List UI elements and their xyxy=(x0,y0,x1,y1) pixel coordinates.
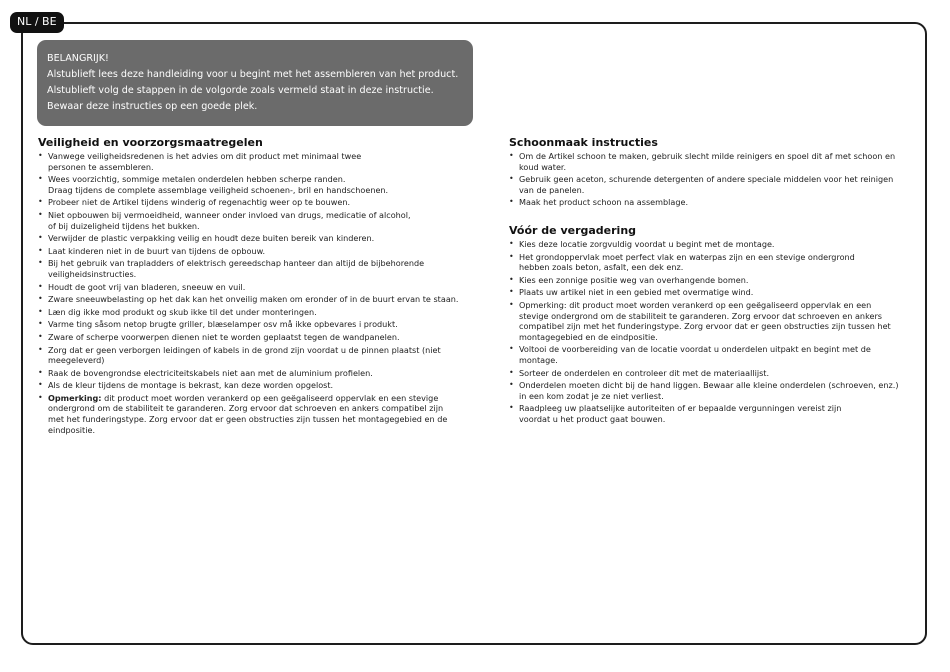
cleaning-section xyxy=(509,136,914,208)
list-item-text: • Raadpleeg uw plaatselijke autoriteiten of er bepaalde vergunningen vereist zijn xyxy=(519,403,842,414)
list-item-text: Draag tijdens de complete assemblage veiligheid schoenen-, bril en handschoenen. xyxy=(48,184,389,195)
cleaning-list xyxy=(509,151,914,208)
safety-section xyxy=(38,136,478,437)
list-item-text: • Plaats uw artikel niet in een gebied met overmatige wind. xyxy=(519,287,754,298)
note-text: eindpositie. xyxy=(48,424,96,435)
list-item xyxy=(509,403,914,424)
list-item xyxy=(38,197,478,208)
note-label: Opmerking: xyxy=(48,392,102,403)
list-item xyxy=(38,246,478,257)
list-item-text: in een kom zodat je ze niet verliest. xyxy=(519,390,664,401)
list-item-text: • Zware sneeuwbelasting op het dak kan het onveilig maken om eronder of in de buurt ervan te staan. xyxy=(48,294,459,305)
list-item xyxy=(38,332,478,343)
list-item xyxy=(509,368,914,379)
list-item-text: montagegebied en de eindpositie. xyxy=(519,331,658,342)
list-item xyxy=(509,252,914,273)
list-item xyxy=(509,197,914,208)
list-item-text: • Het grondoppervlak moet perfect vlak en waterpas zijn en een stevige ondergrond xyxy=(519,251,855,262)
list-item xyxy=(509,287,914,298)
list-item xyxy=(38,345,478,366)
notice-heading: BELANGRIJK! xyxy=(47,53,109,64)
list-item-text: • Als de kleur tijdens de montage is bekrast, kan deze worden opgelost. xyxy=(48,380,334,391)
list-item-text: van de panelen. xyxy=(519,184,585,195)
list-item xyxy=(509,275,914,286)
list-item-text: voordat u het product gaat bouwen. xyxy=(519,413,666,424)
notice-line: Alstublieft lees deze handleiding voor u begint met het assembleren van het product. xyxy=(47,69,459,80)
list-item xyxy=(38,210,478,231)
list-item xyxy=(38,368,478,379)
list-item-text: • Kies een zonnige positie weg van overhangende bomen. xyxy=(519,274,749,285)
list-item-text: • Varme ting såsom netop brugte griller, blæselamper osv må ikke opbevares i produkt. xyxy=(48,319,398,330)
right-column xyxy=(509,136,914,426)
list-item-text: • Maak het product schoon na assemblage. xyxy=(519,197,689,208)
list-item xyxy=(38,258,478,279)
list-item-text: of bij duizeligheid tijdens het bukken. xyxy=(48,220,200,231)
list-item-text: • Zorg dat er geen verborgen leidingen of kabels in de grond zijn voordat u de pinnen plaatst (niet xyxy=(48,344,441,355)
notice-line: Alstublieft volg de stappen in de volgorde zoals vermeld staat in deze instructie. xyxy=(47,85,434,96)
list-item-text: • Voltooi de voorbereiding van de locatie voordat u onderdelen uitpakt en begint met de xyxy=(519,344,871,355)
note-text: met het funderingstype. Zorg ervoor dat er geen obstructies zijn tussen het montagegebied en de xyxy=(48,414,448,425)
list-item-text: • Læn dig ikke mod produkt og skub ikke til det under monteringen. xyxy=(48,306,317,317)
note-text xyxy=(48,393,478,404)
important-notice-box xyxy=(37,40,473,126)
cleaning-title: Schoonmaak instructies xyxy=(509,136,658,149)
list-item-text: hebben zoals beton, asfalt, een dek enz. xyxy=(519,262,684,273)
list-item xyxy=(38,380,478,391)
list-item-text: • Verwijder de plastic verpakking veilig en houdt deze buiten bereik van kinderen. xyxy=(48,233,375,244)
preparation-list xyxy=(509,239,914,425)
list-item-text: meegeleverd) xyxy=(48,355,105,366)
list-item xyxy=(509,174,914,195)
list-item-text: • Houdt de goot vrij van bladeren, sneeuw en vuil. xyxy=(48,281,246,292)
notice-line: Bewaar deze instructies op een goede plek. xyxy=(47,101,258,112)
list-item xyxy=(38,151,478,172)
list-item xyxy=(38,294,478,305)
list-item xyxy=(38,282,478,293)
list-item xyxy=(38,233,478,244)
note-text-rest: dit product moet worden verankerd op een geëgaliseerd oppervlak en een stevige xyxy=(101,392,439,403)
list-item xyxy=(509,380,914,401)
list-item-text: • Sorteer de onderdelen en controleer dit met de materiaallijst. xyxy=(519,367,770,378)
list-item xyxy=(38,174,478,195)
list-item-text: • Probeer niet de Artikel tijdens winderig of regenachtig weer op te bouwen. xyxy=(48,197,351,208)
preparation-title: Vóór de vergadering xyxy=(509,223,637,237)
list-item-text: personen te assembleren. xyxy=(48,161,154,172)
list-item-text: • Kies deze locatie zorgvuldig voordat u begint met de montage. xyxy=(519,238,775,249)
list-item-text: • Niet opbouwen bij vermoeidheid, wanneer onder invloed van drugs, medicatie of alcohol, xyxy=(48,209,411,220)
safety-list xyxy=(38,151,478,435)
list-item-text: • Zware of scherpe voorwerpen dienen niet te worden geplaatst tegen de wandpanelen. xyxy=(48,331,400,342)
list-item xyxy=(509,344,914,365)
list-item-text: • Wees voorzichtig, sommige metalen onderdelen hebben scherpe randen. xyxy=(48,174,346,185)
list-item xyxy=(38,307,478,318)
list-item xyxy=(509,151,914,172)
list-item-text: • Raak de bovengrondse electriciteitskabels niet aan met de aluminium profielen. xyxy=(48,367,373,378)
list-item-text: stevige ondergrond om de stabiliteit te garanderen. Zorg ervoor dat schroeven en ankers xyxy=(519,310,882,321)
list-item-note xyxy=(38,393,478,435)
list-item-text: • Onderdelen moeten dicht bij de hand liggen. Bewaar alle kleine onderdelen (schroeven, enz.) xyxy=(519,380,899,391)
list-item xyxy=(509,300,914,342)
list-item-text: compatibel zijn met het funderingstype. Zorg ervoor dat er geen obstructies zijn tussen het xyxy=(519,321,891,332)
list-item-text: • Gebruik geen aceton, schurende detergenten of andere speciale middelen voor het reinigen xyxy=(519,174,894,185)
list-item-text: veiligheidsinstructies. xyxy=(48,268,137,279)
list-item-text: • Vanwege veiligheidsredenen is het advies om dit product met minimaal twee xyxy=(48,151,362,161)
safety-title: Veiligheid en voorzorgsmaatregelen xyxy=(38,136,263,149)
list-item-text: koud water. xyxy=(519,161,567,172)
list-item xyxy=(509,239,914,250)
language-tab: NL / BE xyxy=(10,12,64,33)
list-item-text: montage. xyxy=(519,354,558,365)
note-text: ondergrond om de stabiliteit te garanderen. Zorg ervoor dat schroeven en ankers compatibel zijn xyxy=(48,403,444,414)
list-item-text: • Laat kinderen niet in de buurt van tijdens de opbouw. xyxy=(48,245,266,256)
list-item-text: • Bij het gebruik van trapladders of elektrisch gereedschap hanteer dan altijd de bijbehorende xyxy=(48,258,425,269)
preparation-section xyxy=(509,224,914,425)
list-item-text: • Om de Artikel schoon te maken, gebruik slecht milde reinigers en spoel dit af met schoon en xyxy=(519,151,896,161)
list-item-text: • Opmerking: dit product moet worden verankerd op een geëgaliseerd oppervlak en een xyxy=(519,299,872,310)
list-item xyxy=(38,319,478,330)
